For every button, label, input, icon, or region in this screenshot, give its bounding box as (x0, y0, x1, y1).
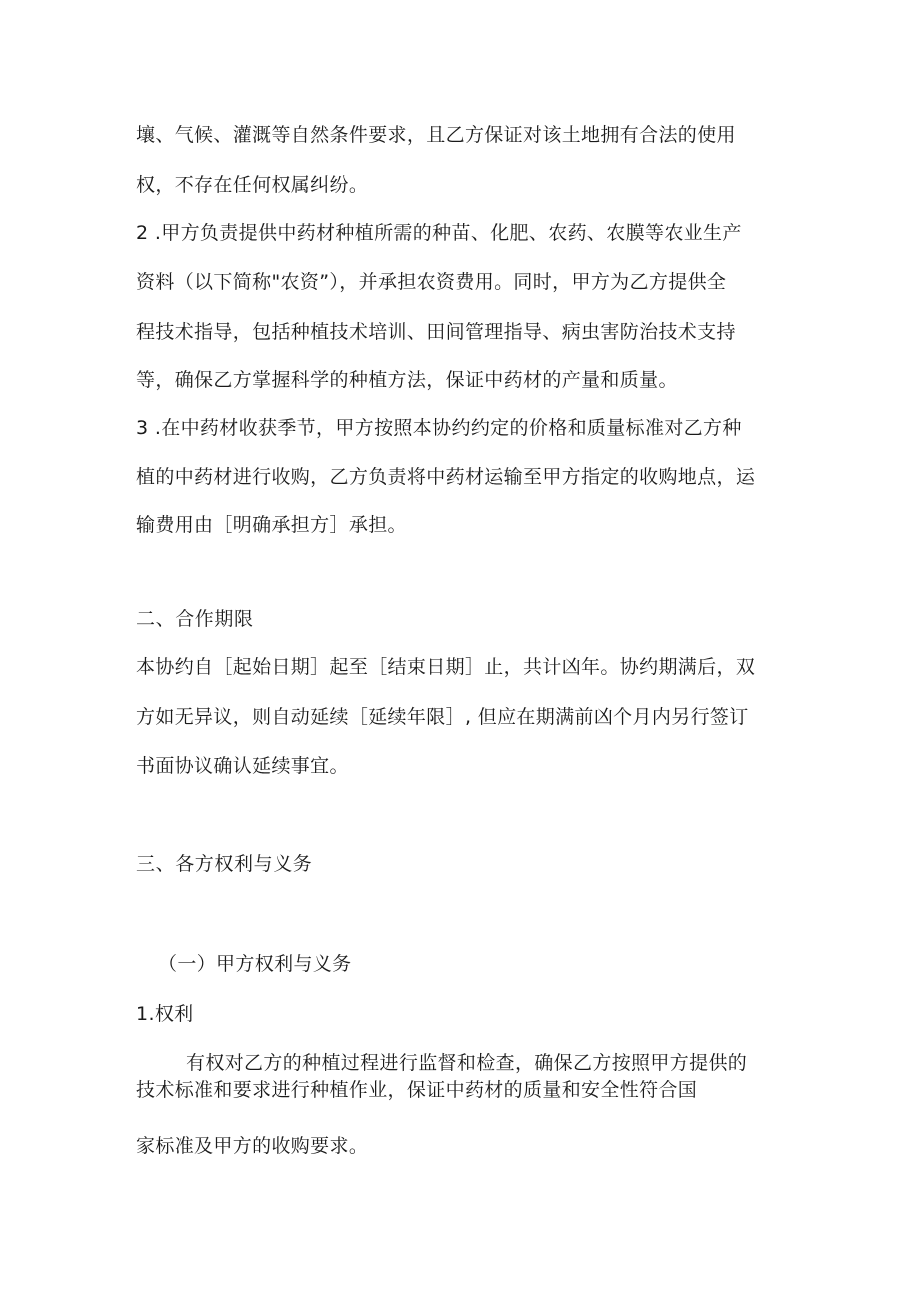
item-heading: 1.权利 (136, 1003, 194, 1025)
paragraph-line: 2 .甲方负责提供中药材种植所需的种苗、化肥、农药、农膜等农业生产 (136, 222, 742, 244)
section-heading: 三、各方权利与义务 (136, 853, 313, 875)
paragraph-line: 程技术指导，包括种植技术培训、田间管理指导、病虫害防治技术支持 (136, 321, 736, 343)
paragraph-line: 植的中药材进行收购，乙方负责将中药材运输至甲方指定的收购地点，运 (136, 466, 756, 488)
section-heading: 二、合作期限 (136, 608, 254, 630)
paragraph-line: 本协约自［起始日期］起至［结束日期］止，共计凶年。协约期满后，双 (136, 656, 756, 678)
paragraph-line: 资料（以下简称"农资”），并承担农资费用。同时，甲方为乙方提供全 (136, 271, 727, 293)
paragraph-line: 等，确保乙方掌握科学的种植方法，保证中药材的产量和质量。 (136, 369, 678, 391)
paragraph-line: 权，不存在任何权属纠纷。 (136, 174, 369, 196)
paragraph-line: 家标准及甲方的收购要求。 (136, 1135, 369, 1157)
subsection-heading: （一）甲方权利与义务 (158, 953, 352, 975)
paragraph-line: 有权对乙方的种植过程进行监督和检查，确保乙方按照甲方提供的 (186, 1052, 748, 1074)
paragraph-line: 方如无异议，则自动延续［延续年限］, 但应在期满前凶个月内另行签订 (136, 706, 749, 728)
paragraph-line: 3 .在中药材收获季节，甲方按照本协约约定的价格和质量标准对乙方种 (136, 417, 742, 439)
paragraph-line: 书面协议确认延续事宜。 (136, 755, 349, 777)
paragraph-line: 壤、气候、灌溉等自然条件要求，且乙方保证对该土地拥有合法的使用 (136, 124, 736, 146)
paragraph-line: 技术标准和要求进行种植作业，保证中药材的质量和安全性符合国 (136, 1079, 698, 1101)
paragraph-line: 输费用由［明确承担方］承担。 (136, 514, 407, 536)
